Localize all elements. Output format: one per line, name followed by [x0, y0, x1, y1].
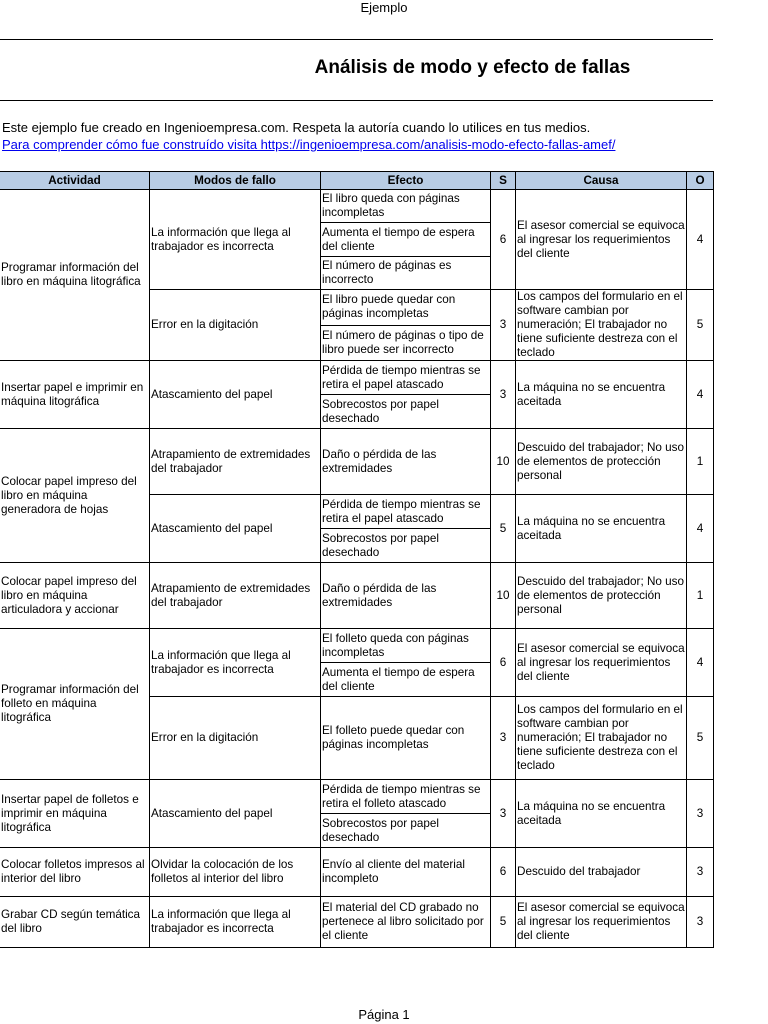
activity-cell: Colocar folletos impresos al interior del libro	[0, 848, 150, 897]
cause-cell: Los campos del formulario en el software cambian por numeración; El trabajador no tiene suficiente destreza con el teclado	[516, 697, 687, 780]
failure-mode-cell: Error en la digitación	[150, 290, 321, 361]
cause-cell: Descuido del trabajador; No uso de elementos de protección personal	[516, 429, 687, 495]
occurrence-cell: 5	[687, 290, 714, 361]
effect-cell: Daño o pérdida de las extremidades	[321, 429, 491, 495]
effect-cell: Aumenta el tiempo de espera del cliente	[321, 223, 491, 257]
cause-cell: Descuido del trabajador; No uso de elementos de protección personal	[516, 563, 687, 629]
effect-cell: Pérdida de tiempo mientras se retira el papel atascado	[321, 361, 491, 395]
severity-cell: 5	[491, 495, 516, 563]
effect-cell: Sobrecostos por papel desechado	[321, 814, 491, 848]
col-header-failure-modes: Modos de fallo	[150, 172, 321, 190]
divider-bottom	[0, 100, 713, 101]
table-row	[0, 429, 714, 495]
failure-mode-cell: Atascamiento del papel	[150, 361, 321, 429]
effect-cell: Daño o pérdida de las extremidades	[321, 563, 491, 629]
effect-cell: El número de páginas o tipo de libro puede ser incorrecto	[321, 325, 491, 361]
failure-mode-cell: Error en la digitación	[150, 697, 321, 780]
effect-cell: Sobrecostos por papel desechado	[321, 395, 491, 429]
cause-cell: La máquina no se encuentra aceitada	[516, 361, 687, 429]
failure-mode-cell: La información que llega al trabajador es incorrecta	[150, 897, 321, 948]
activity-cell: Programar información del folleto en máquina litográfica	[0, 629, 150, 780]
severity-cell: 10	[491, 563, 516, 629]
table-header-row	[0, 172, 714, 190]
effect-cell: Pérdida de tiempo mientras se retira el papel atascado	[321, 495, 491, 529]
col-header-occurrence: O	[687, 172, 714, 190]
occurrence-cell: 3	[687, 848, 714, 897]
severity-cell: 3	[491, 780, 516, 848]
effect-cell: Pérdida de tiempo mientras se retira el folleto atascado	[321, 780, 491, 814]
effect-cell: Sobrecostos por papel desechado	[321, 529, 491, 563]
table-row	[0, 780, 714, 814]
divider-top	[0, 39, 713, 40]
severity-cell: 3	[491, 361, 516, 429]
cause-cell: El asesor comercial se equivoca al ingresar los requerimientos del cliente	[516, 629, 687, 697]
occurrence-cell: 4	[687, 190, 714, 290]
occurrence-cell: 1	[687, 563, 714, 629]
failure-mode-cell: Atrapamiento de extremidades del trabajador	[150, 563, 321, 629]
failure-mode-cell: Atrapamiento de extremidades del trabajador	[150, 429, 321, 495]
occurrence-cell: 1	[687, 429, 714, 495]
cause-cell: El asesor comercial se equivoca al ingresar los requerimientos del cliente	[516, 897, 687, 948]
intro	[2, 119, 615, 153]
col-header-cause: Causa	[516, 172, 687, 190]
severity-cell: 3	[491, 697, 516, 780]
failure-mode-cell: La información que llega al trabajador es incorrecta	[150, 190, 321, 290]
table-row	[0, 848, 714, 897]
table-row	[0, 897, 714, 948]
page-header: Ejemplo	[360, 0, 408, 15]
table-row	[0, 629, 714, 663]
failure-mode-cell: Atascamiento del papel	[150, 495, 321, 563]
intro-text: Este ejemplo fue creado en Ingenioempresa.com. Respeta la autoría cuando lo utilices en tus medios.	[2, 120, 591, 135]
occurrence-cell: 4	[687, 361, 714, 429]
activity-cell: Colocar papel impreso del libro en máquina articuladora y accionar	[0, 563, 150, 629]
page-footer: Página 1	[358, 1007, 410, 1022]
effect-cell: El libro queda con páginas incompletas	[321, 190, 491, 223]
effect-cell: El folleto queda con páginas incompletas	[321, 629, 491, 663]
cause-cell: La máquina no se encuentra aceitada	[516, 495, 687, 563]
activity-cell: Insertar papel de folletos e imprimir en máquina litográfica	[0, 780, 150, 848]
activity-cell: Programar información del libro en máquina litográfica	[0, 190, 150, 361]
amef-link[interactable]: Para comprender cómo fue construído visita https://ingenioempresa.com/analisis-modo-efecto-fallas-amef/	[2, 137, 616, 152]
occurrence-cell: 4	[687, 495, 714, 563]
effect-cell: El folleto puede quedar con páginas incompletas	[321, 697, 491, 780]
failure-mode-cell: Olvidar la colocación de los folletos al interior del libro	[150, 848, 321, 897]
effect-cell: El número de páginas es incorrecto	[321, 257, 491, 290]
failure-mode-cell: La información que llega al trabajador es incorrecta	[150, 629, 321, 697]
severity-cell: 5	[491, 897, 516, 948]
severity-cell: 6	[491, 629, 516, 697]
failure-mode-cell: Atascamiento del papel	[150, 780, 321, 848]
table-row	[0, 563, 714, 629]
activity-cell: Insertar papel e imprimir en máquina litográfica	[0, 361, 150, 429]
effect-cell: Aumenta el tiempo de espera del cliente	[321, 663, 491, 697]
page-title: Análisis de modo y efecto de fallas	[314, 57, 631, 78]
table-row	[0, 190, 714, 223]
occurrence-cell: 5	[687, 697, 714, 780]
effect-cell: El material del CD grabado no pertenece al libro solicitado por el cliente	[321, 897, 491, 948]
severity-cell: 6	[491, 190, 516, 290]
activity-cell: Colocar papel impreso del libro en máquina generadora de hojas	[0, 429, 150, 563]
occurrence-cell: 3	[687, 897, 714, 948]
cause-cell: Descuido del trabajador	[516, 848, 687, 897]
severity-cell: 6	[491, 848, 516, 897]
cause-cell: Los campos del formulario en el software cambian por numeración; El trabajador no tiene suficiente destreza con el teclado	[516, 290, 687, 361]
severity-cell: 3	[491, 290, 516, 361]
severity-cell: 10	[491, 429, 516, 495]
effect-cell: El libro puede quedar con páginas incompletas	[321, 290, 491, 326]
occurrence-cell: 3	[687, 780, 714, 848]
cause-cell: El asesor comercial se equivoca al ingresar los requerimientos del cliente	[516, 190, 687, 290]
col-header-activity: Actividad	[0, 172, 150, 190]
table-row	[0, 361, 714, 395]
col-header-severity: S	[491, 172, 516, 190]
fmea-table	[0, 171, 714, 948]
col-header-effect: Efecto	[321, 172, 491, 190]
occurrence-cell: 4	[687, 629, 714, 697]
cause-cell: La máquina no se encuentra aceitada	[516, 780, 687, 848]
effect-cell: Envío al cliente del material incompleto	[321, 848, 491, 897]
activity-cell: Grabar CD según temática del libro	[0, 897, 150, 948]
